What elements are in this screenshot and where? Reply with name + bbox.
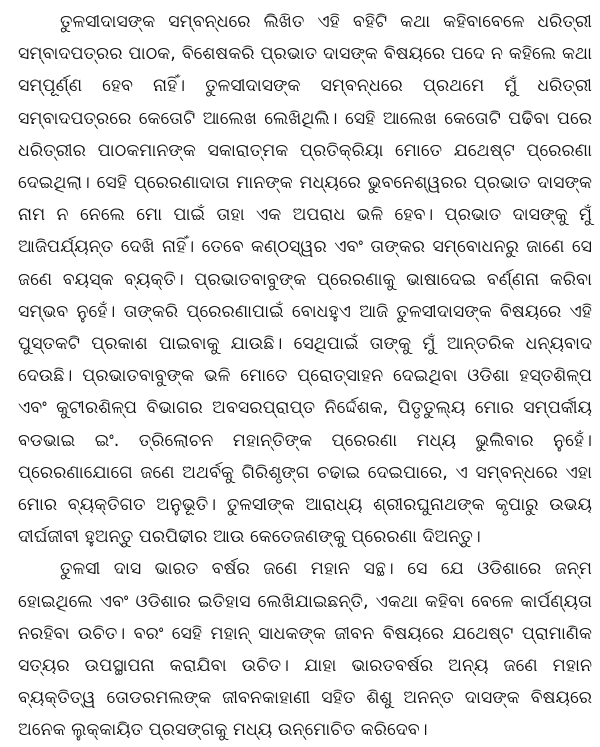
paragraph-2: ତୁଳସୀ ଦାସ ଭାରତ ବର୍ଷର ଜଣେ ମହାନ ସନ୍ଥ। ସେ ଯେ ଓଡିଶାରେ ଜନ୍ମ ହୋଇଥିଲେ ଏବଂ ଓଡିଶାର ଇତିହାସ ଲେଖିଯାଇଛନ୍ତି, ଏକଥା କହିବା ବେଳେ କାର୍ପଣ୍ୟତା ନରହିବା ଉଚିତ। ବରଂ ସେହି ମହାନ୍ ସାଧକଙ୍କ ଜୀବନ ବିଷୟରେ ଯଥେଷ୍ଟ ପ୍ରାମାଣିକ ସତ୍ୟର ଉପସ୍ଥାପନା କରାଯିବା ଉଚିତ। ଯାହା ଭାରତବର୍ଷର ଅନ୍ୟ ଜଣେ ମହାନ ବ୍ୟକ୍ତିତ୍ୱ ତୋଡରମଲଙ୍କ ଜୀବନକାହାଣୀ ସହିତ ଶିଶୁ ଅନନ୍ତ ଦାସଙ୍କ ବିଷୟରେ ଅନେକ ଲୁକ୍କାୟିତ ପ୍ରସଙ୍ଗକୁ ମଧ୍ୟ ଉନ୍ମୋଚିତ କରିଦେବ। [18, 559, 592, 741]
paragraph-1: ତୁଳସୀଦାସଙ୍କ ସମ୍ବନ୍ଧରେ ଲିଖିତ ଏହି ବହିଟି କଥା କହିବାବେଳେ ଧରିତ୍ରୀ ସମ୍ବାଦପତ୍ରର ପାଠକ, ବିଶେଷକରି ପ୍ରଭାତ ଦାସଙ୍କ ବିଷୟରେ ପଦେ ନ କହିଲେ କଥା ସମ୍ପୂର୍ଣ୍ଣ ହେବ ନାହିଁ। ତୁଳସୀଦାସଙ୍କ ସମ୍ବନ୍ଧରେ ପ୍ରଥମେ ମୁଁ ଧରିତ୍ରୀ ସମ୍ବାଦପତ୍ରରେ କେତୋଟି ଆଲେଖ ଲେଖିଥିଲି। ସେହି ଆଲେଖ କେତୋଟି ପଢିବା ପରେ ଧରିତ୍ରୀର ପାଠକମାନଙ୍କ ସକାରାତ୍ମକ ପ୍ରତିକ୍ରିୟା ମୋତେ ଯଥେଷ୍ଟ ପ୍ରେରଣା ଦେଇଥିଲା। ସେହି ପ୍ରେରଣାଦାତା ମାନଙ୍କ ମଧ୍ୟରେ ଭୁବନେଶ୍ୱରର ପ୍ରଭାତ ଦାସଙ୍କ ନାମ ନ ନେଲେ ମୋ ପାଇଁ ତାହା ଏକ ଅପରାଧ ଭଳି ହେବ। ପ୍ରଭାତ ଦାସଙ୍କୁ ମୁଁ ଆଜିପର୍ଯ୍ୟନ୍ତ ଦେଖି ନାହିଁ। ତେବେ କଣ୍ଠସ୍ୱର ଏବଂ ତାଙ୍କର ସମ୍ବୋଧନରୁ ଜାଣେ ସେ ଜଣେ ବୟସ୍କ ବ୍ୟକ୍ତି। ପ୍ରଭାତବାବୁଙ୍କ ପ୍ରେରଣାକୁ ଭାଷାଦେଇ ବର୍ଣ୍ଣନା କରିବା ସମ୍ଭବ ନୁହେଁ। ତାଙ୍କରି ପ୍ରେରଣାପାଇଁ ବୋଧହୁଏ ଆଜି ତୁଳସୀଦାସଙ୍କ ବିଷୟରେ ଏହି ପୁସ୍ତକଟି ପ୍ରକାଶ ପାଇବାକୁ ଯାଉଛି। ସେଥିପାଇଁ ତାଙ୍କୁ ମୁଁ ଆନ୍ତରିକ ଧନ୍ୟବାଦ ଦେଉଛି। ପ୍ରଭାତବାବୁଙ୍କ ଭଳି ମୋତେ ପ୍ରୋତ୍ସାହନ ଦେଇଥିବା ଓଡିଶା ହସ୍ତଶିଳ୍ପ ଏବଂ କୁଟୀରଶିଳ୍ପ ବିଭାଗର ଅବସରପ୍ରାପ୍ତ ନିର୍ଦ୍ଦେଶକ, ପିତୃତୁଲ୍ୟ ମୋର ସମ୍ପର୍କୀୟ ବଡଭାଇ ଇଂ. ତ୍ରିଲୋଚନ ମହାନ୍ତିଙ୍କ ପ୍ରେରଣା ମଧ୍ୟ ଭୁଲିବାର ନୁହେଁ। ପ୍ରେରଣାଯୋଗେ ଜଣେ ଅଥର୍ବକୁ ଗିରିଶୃଙ୍ଗ ଚଢାଇ ଦେଇପାରେ, ଏ ସମ୍ବନ୍ଧରେ ଏହା ମୋର ବ୍ୟକ୍ତିଗତ ଅନୁଭୂତି। ତୁଳସୀଙ୍କ ଆରାଧ୍ୟ ଶ୍ରୀରଘୁନାଥଙ୍କ କୃପାରୁ ଉଭୟ ଦୀର୍ଘଜୀବୀ ହୁଅନ୍ତୁ ପରପିଢୀର ଆଉ କେତେଜଣଙ୍କୁ ପ୍ରେରଣା ଦିଅନ୍ତୁ। [18, 12, 592, 548]
